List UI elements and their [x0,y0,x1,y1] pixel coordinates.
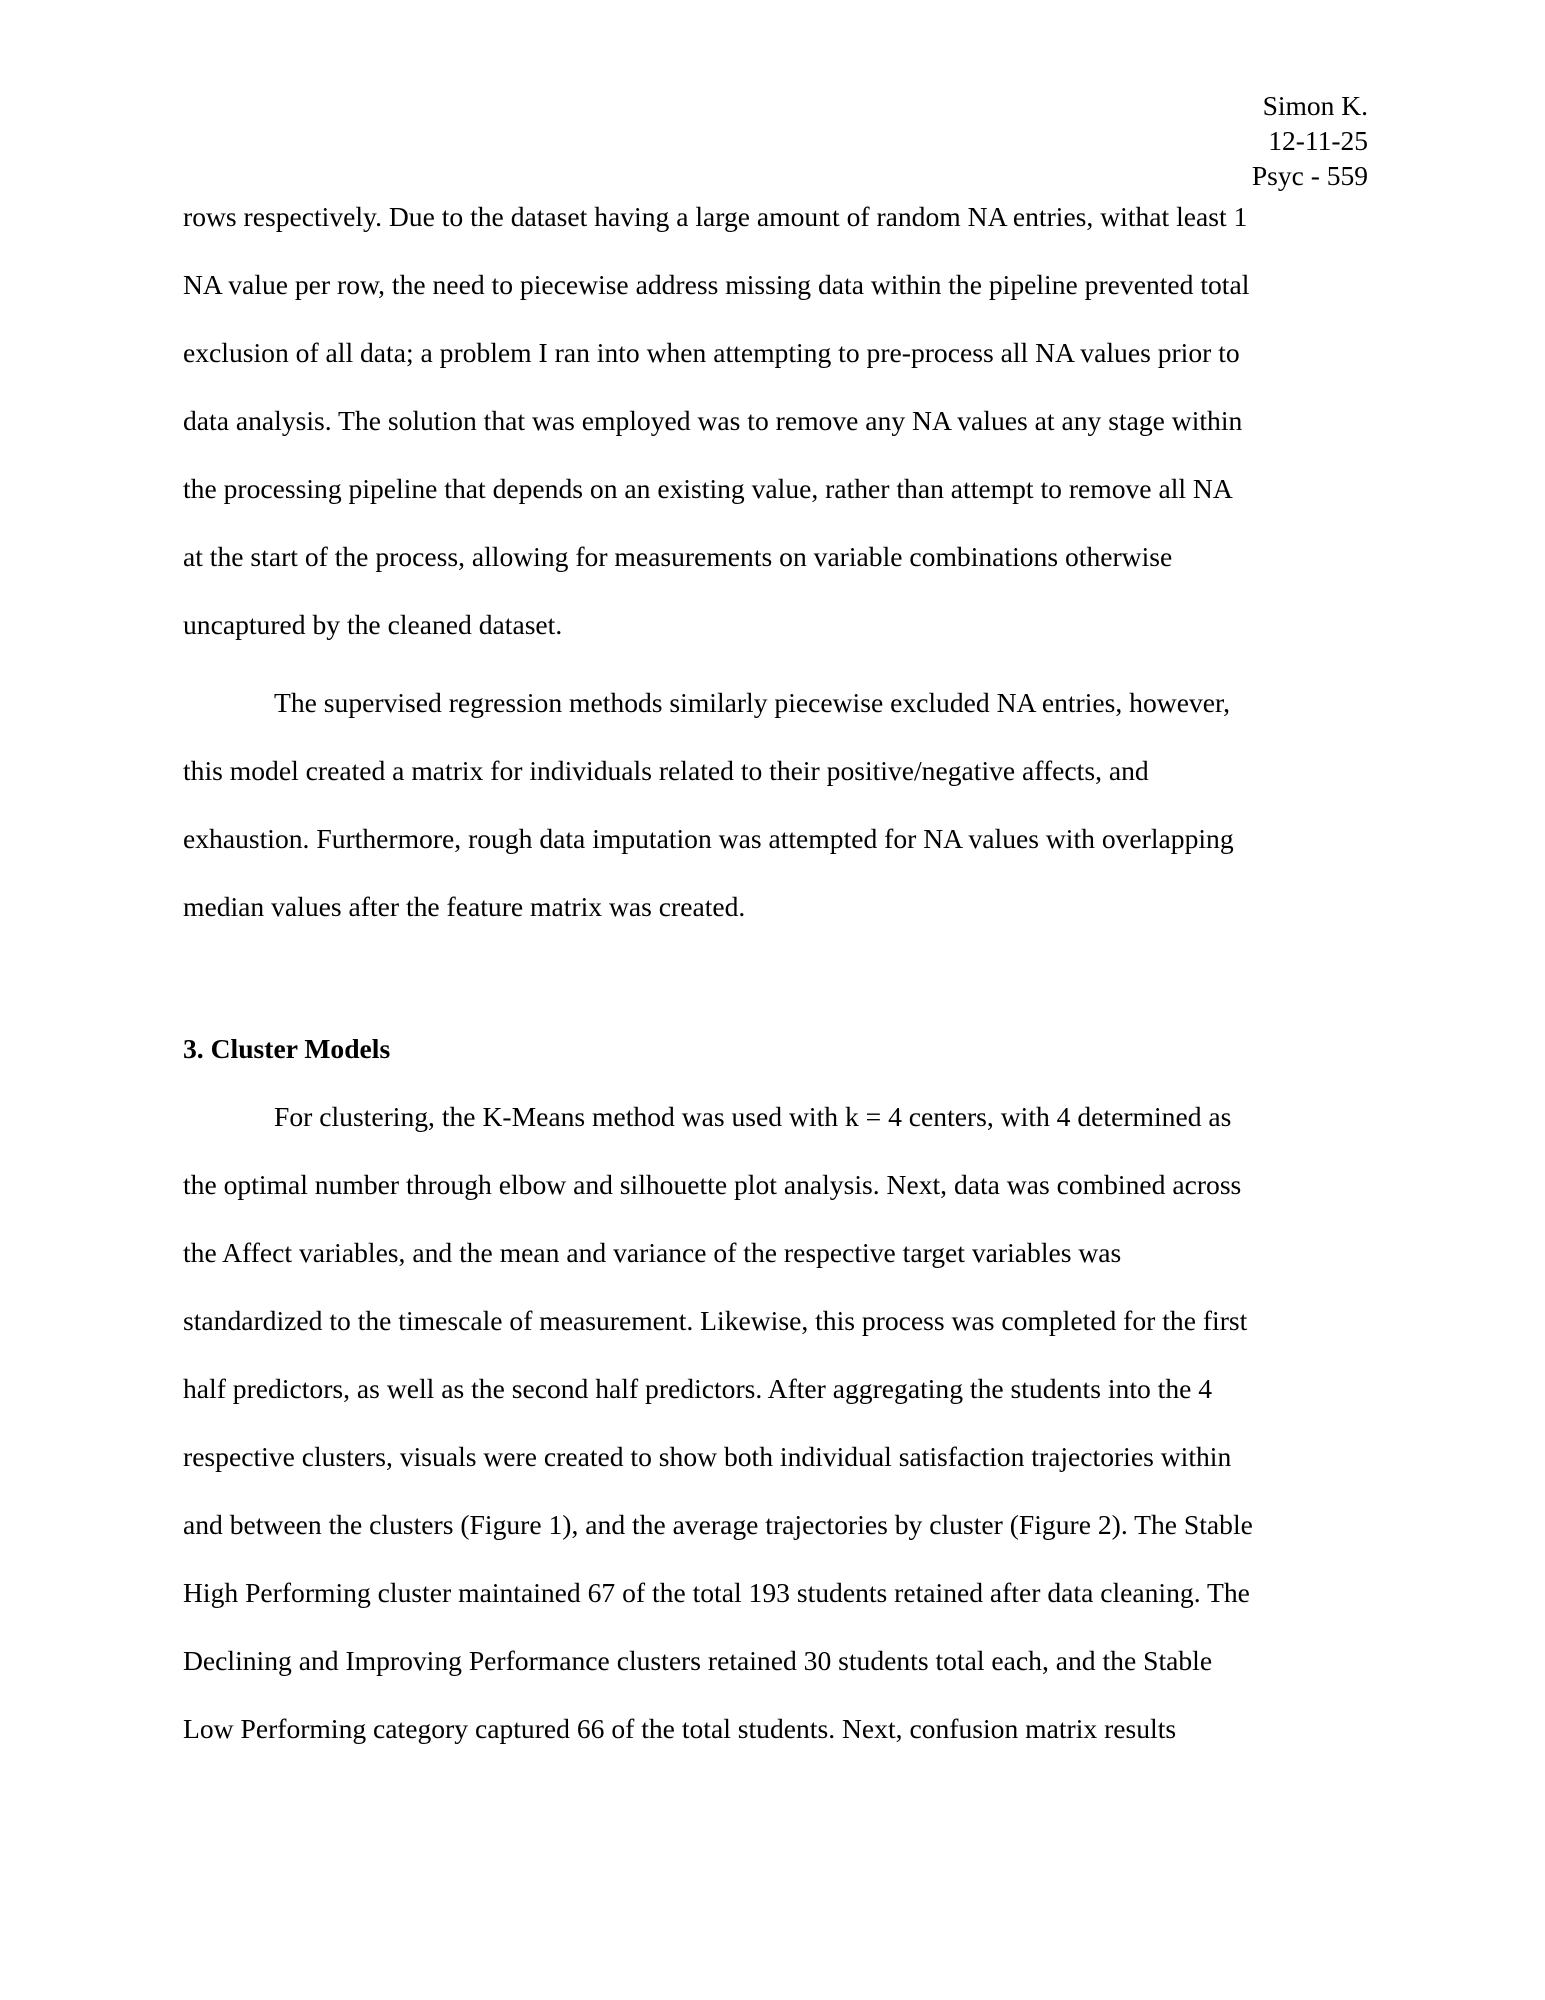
course-code: Psyc - 559 [1251,160,1368,191]
text-line: the optimal number through elbow and silhouette plot analysis. Next, data was combined across [183,1169,1242,1200]
page-header [1252,88,1368,193]
text-line: and between the clusters (Figure 1), and the average trajectories by cluster (Figure 2). The Stable [183,1509,1253,1540]
text-line: Low Performing category captured 66 of the total students. Next, confusion matrix results [183,1713,1177,1744]
text-line: High Performing cluster maintained 67 of the total 193 students retained after data cleaning. The [183,1577,1250,1608]
text-line: uncaptured by the cleaned dataset. [183,609,563,640]
text-line: Declining and Improving Performance clusters retained 30 students total each, and the Stable [183,1645,1213,1676]
author-name: Simon K. [1262,90,1368,121]
text-line: respective clusters, visuals were created to show both individual satisfaction trajectories within [183,1441,1232,1472]
section-heading: 3. Cluster Models [183,1033,391,1064]
text-line: at the start of the process, allowing for measurements on variable combinations otherwise [183,541,1173,572]
document-date: 12-11-25 [1268,125,1368,156]
text-line: exclusion of all data; a problem I ran into when attempting to pre-process all NA values prior to [183,337,1240,368]
text-line: rows respectively. Due to the dataset having a large amount of random NA entries, withat least 1 [183,201,1248,232]
text-line: data analysis. The solution that was employed was to remove any NA values at any stage within [183,405,1243,436]
text-line: NA value per row, the need to piecewise address missing data within the pipeline prevented total [183,269,1250,300]
text-line: exhaustion. Furthermore, rough data imputation was attempted for NA values with overlapping [183,823,1234,854]
text-line: median values after the feature matrix was created. [183,891,746,922]
text-line: the Affect variables, and the mean and variance of the respective target variables was [183,1237,1122,1268]
text-line: For clustering, the K-Means method was used with k = 4 centers, with 4 determined as [274,1101,1232,1132]
text-line: The supervised regression methods similarly piecewise excluded NA entries, however, [274,687,1230,718]
text-line: the processing pipeline that depends on an existing value, rather than attempt to remove all NA [183,473,1233,504]
text-line: this model created a matrix for individuals related to their positive/negative affects, and [183,755,1149,786]
text-line: half predictors, as well as the second half predictors. After aggregating the students into the 4 [183,1373,1213,1404]
text-line: standardized to the timescale of measurement. Likewise, this process was completed for the first [183,1305,1248,1336]
